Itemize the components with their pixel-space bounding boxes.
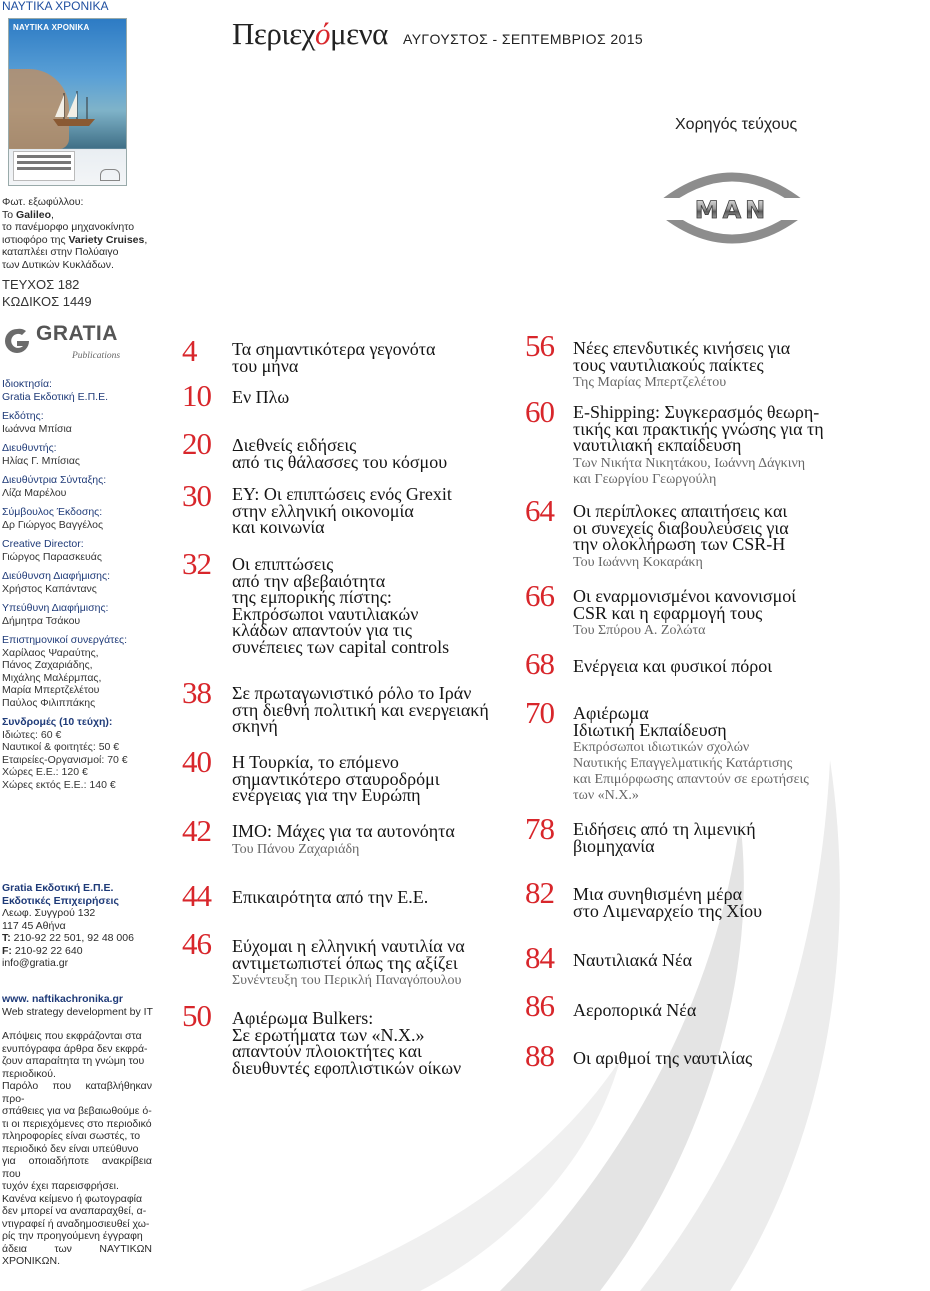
entry-title: Σε πρωταγωνιστικό ρόλο το Ιράν στη διεθνή πολιτική και ενεργειακή σκηνή bbox=[232, 683, 489, 736]
page-number: 86 bbox=[525, 988, 554, 1023]
entry-title: Επικαιρότητα από την Ε.Ε. bbox=[232, 887, 429, 907]
page-number: 42 bbox=[182, 813, 211, 848]
page-number: 46 bbox=[182, 926, 211, 961]
staff-item: Ιδιοκτησία: Gratia Εκδοτική Ε.Π.Ε. bbox=[2, 378, 108, 403]
cover-textbox bbox=[13, 151, 75, 181]
page-number: 78 bbox=[525, 811, 554, 846]
entry-title: Ενέργεια και φυσικοί πόροι bbox=[573, 656, 773, 676]
staff-item: Εκδότης: Ιωάννα Μπίσια bbox=[2, 410, 72, 435]
page-title: Περιεχόμενα bbox=[232, 16, 388, 51]
entry-title: Ναυτιλιακά Νέα bbox=[573, 950, 693, 970]
entry-author: Του Πάνου Ζαχαριάδη bbox=[232, 841, 360, 857]
page-number: 68 bbox=[525, 646, 554, 681]
page-number: 40 bbox=[182, 744, 211, 779]
issue-info bbox=[2, 276, 92, 310]
staff-item: Διευθύντρια Σύνταξης: Λίζα Μαρέλου bbox=[2, 474, 107, 499]
staff-item: Διευθυντής: Ηλίας Γ. Μπίσιας bbox=[2, 442, 80, 467]
page-number: 20 bbox=[182, 426, 211, 461]
entry-title: Οι περίπλοκες απαιτήσεις και οι συνεχείς διαβουλεύσεις για την ολοκλήρωση των CSR-H bbox=[573, 501, 789, 554]
contact-fax: F: 210-92 22 640 bbox=[2, 944, 83, 957]
contact-info: Gratia Εκδοτική Ε.Π.Ε. Εκδοτικές Επιχειρήσεις Λεωφ. Συγγρού 132 117 45 Αθήνα T: 210-92 22 501, 92 48 006 F: 210-92 22 640 info@gratia.gr bbox=[2, 882, 160, 970]
page-number: 64 bbox=[525, 493, 554, 528]
issue-code: ΚΩΔΙΚΟΣ 1449 bbox=[2, 294, 92, 309]
gratia-logo[interactable] bbox=[2, 322, 132, 364]
entry-title: Διεθνείς ειδήσεις από τις θάλασσες του κόσμου bbox=[232, 435, 448, 472]
ship-icon bbox=[49, 89, 99, 129]
entry-title: E-Shipping: Συγκερασμός θεωρη- τικής και πρακτικής γνώσης για τη ναυτιλιακή εκπαίδευση bbox=[573, 402, 824, 455]
page-number: 84 bbox=[525, 940, 554, 975]
page-number: 4 bbox=[182, 333, 197, 368]
page-number: 66 bbox=[525, 578, 554, 613]
web-credit: Web strategy development by IT bbox=[2, 1005, 153, 1018]
contact-email[interactable]: info@gratia.gr bbox=[2, 957, 69, 969]
entry-author: Συνέντευξη του Περικλή Παναγόπουλου bbox=[232, 973, 462, 988]
entry-title: Μια συνηθισμένη μέρα στο Λιμεναρχείο της Χίου bbox=[573, 884, 763, 921]
man-logo-text: MAN bbox=[694, 196, 770, 224]
website-link[interactable]: www. naftikachronika.gr bbox=[2, 993, 123, 1005]
issue-date: ΑΥΓΟΥΣΤΟΣ - ΣΕΠΤΕΜΒΡΙΟΣ 2015 bbox=[403, 31, 644, 47]
page-number: 44 bbox=[182, 878, 211, 913]
staff-list bbox=[2, 378, 160, 798]
entry-title: Οι επιπτώσεις από την αβεβαιότητα της εμπορικής πίστης: Εκπρόσωποι ναυτιλιακών κλάδων απαντούν για τις συνέπειες των capital controls bbox=[232, 554, 450, 657]
staff-item: Υπεύθυνη Διαφήμισης: Δήμητρα Τσάκου bbox=[2, 602, 109, 627]
entry-title: Οι εναρμονισμένοι κανονισμοί CSR και η εφαρμογή τους bbox=[573, 586, 797, 623]
entry-title: Οι αριθμοί της ναυτιλίας bbox=[573, 1048, 753, 1068]
entry-author: Εκπρόσωποι ιδιωτικών σχολών Ναυτικής Επαγγελματικής Κατάρτισης και Επιμόρφωσης απαντούν σε ερωτήσεις των «Ν.Χ.» bbox=[573, 740, 809, 803]
staff-item: Συνδρομές (10 τεύχη): Ιδιώτες: 60 € Ναυτικοί & φοιτητές: 50 € Εταιρείες-Οργανισμοί: 70 € Χώρες Ε.Ε.: 120 € Χώρες εκτός Ε.Ε.: 140 € bbox=[2, 716, 128, 791]
staff-item: Επιστημονικοί συνεργάτες: Χαρίλαος Ψαραύτης, Πάνος Ζαχαριάδης, Μιχάλης Μαλέρμπας, Μαρία Μπερτζελέτου Παύλος Φιλιππάκης bbox=[2, 634, 127, 709]
man-logo[interactable] bbox=[652, 168, 812, 248]
entry-title: Εύχομαι η ελληνική ναυτιλία να αντιμετωπιστεί όπως της αξίζει bbox=[232, 936, 465, 973]
cover-thumbnail[interactable] bbox=[8, 18, 127, 186]
page-number: 70 bbox=[525, 695, 554, 730]
entry-author: Της Μαρίας Μπερτζελέτου bbox=[573, 375, 727, 390]
disclaimer: Απόψεις που εκφράζονται στα ενυπόγραφα άρθρα δεν εκφρά- ζουν απαραίτητα τη γνώμη του περιοδικού. Παρόλο που καταβλήθηκαν προ- σπάθειες για να βεβαιωθούμε ό- τι οι περιεχόμενες στο περιοδικό πληροφορίες είναι σωστές, το περιοδικό δεν είναι υπεύθυνο για οποιαδήποτε ανακρίβεια που τυχόν έχει παρεισφρήσει. Κανένα κείμενο ή φωτογραφία δεν μπορεί να αναπαραχθεί, α- ντιγραφεί ή αναδημοσιευθεί χω- ρίς την προηγούμενη έγγραφη άδεια των ΝΑΥΤΙΚΩΝ ΧΡΟΝΙΚΩΝ. bbox=[2, 1030, 152, 1267]
page-number: 32 bbox=[182, 546, 211, 581]
magazine-title: ΝΑΥΤΙΚΑ ΧΡΟΝΙΚΑ bbox=[2, 0, 109, 13]
entry-title: Αεροπορικά Νέα bbox=[573, 1000, 697, 1020]
page-number: 88 bbox=[525, 1038, 554, 1073]
cover-title: ΝΑΥΤΙΚΑ ΧΡΟΝΙΚΑ bbox=[13, 23, 90, 32]
staff-item: Σύμβουλος Έκδοσης: Δρ Γιώργος Βαγγέλος bbox=[2, 506, 104, 531]
page-number: 82 bbox=[525, 875, 554, 910]
entry-title: ΕΥ: Οι επιπτώσεις ενός Grexit στην ελληνική οικονομία και κοινωνία bbox=[232, 484, 452, 537]
sponsor-label: Χορηγός τεύχους bbox=[675, 116, 798, 133]
entry-title: Τα σημαντικότερα γεγονότα του μήνα bbox=[232, 339, 436, 376]
staff-item: Διεύθυνση Διαφήμισης: Χρήστος Καπάντανς bbox=[2, 570, 111, 595]
page-number: 10 bbox=[182, 378, 211, 413]
page-number: 56 bbox=[525, 328, 554, 363]
entry-title: Αφιέρωμα Ιδιωτική Εκπαίδευση bbox=[573, 703, 727, 740]
issue-number: ΤΕΥΧΟΣ 182 bbox=[2, 277, 80, 292]
website-block bbox=[2, 993, 160, 1018]
entry-title: Αφιέρωμα Bulkers: Σε ερωτήματα των «Ν.Χ.» απαντούν πλοιοκτήτες και διευθυντές εφοπλιστικών οίκων bbox=[232, 1008, 462, 1078]
entry-title: Εν Πλω bbox=[232, 387, 290, 407]
gratia-logo-sub: Publications bbox=[72, 351, 121, 361]
page-number: 50 bbox=[182, 998, 211, 1033]
page-number: 38 bbox=[182, 675, 211, 710]
staff-item: Creative Director: Γιώργος Παρασκευάς bbox=[2, 538, 102, 563]
cover-logo-icon bbox=[100, 169, 120, 181]
page-number: 30 bbox=[182, 478, 211, 513]
entry-title: Νέες επενδυτικές κινήσεις για τους ναυτιλιακούς παίκτες bbox=[573, 338, 791, 375]
entry-author: Του Σπύρου Α. Ζολώτα bbox=[573, 623, 706, 638]
gratia-g-icon bbox=[2, 326, 32, 356]
entry-author: Των Νικήτα Νικητάκου, Ιωάννη Δάγκινη και Γεωργίου Γεωργούλη bbox=[573, 455, 806, 487]
entry-title: Ειδήσεις από τη λιμενική βιομηχανία bbox=[573, 819, 756, 856]
page-number: 60 bbox=[525, 394, 554, 429]
entry-title: IMO: Μάχες για τα αυτονόητα bbox=[232, 821, 455, 841]
entry-author: Του Ιωάννη Κοκαράκη bbox=[573, 554, 703, 570]
contact-phone: T: 210-92 22 501, 92 48 006 bbox=[2, 932, 134, 944]
entry-title: Η Τουρκία, το επόμενο σημαντικότερο σταυροδρόμι ενέργειας για την Ευρώπη bbox=[232, 752, 440, 805]
gratia-logo-name: GRATIA bbox=[36, 322, 118, 345]
cover-caption: Φωτ. εξωφύλλου: Το Galileo, το πανέμορφο μηχανοκίνητο ιστιοφόρο της Variety Cruises, καταπλέει στην Πολύαιγο των Δυτικών Κυκλάδων. bbox=[2, 196, 148, 271]
